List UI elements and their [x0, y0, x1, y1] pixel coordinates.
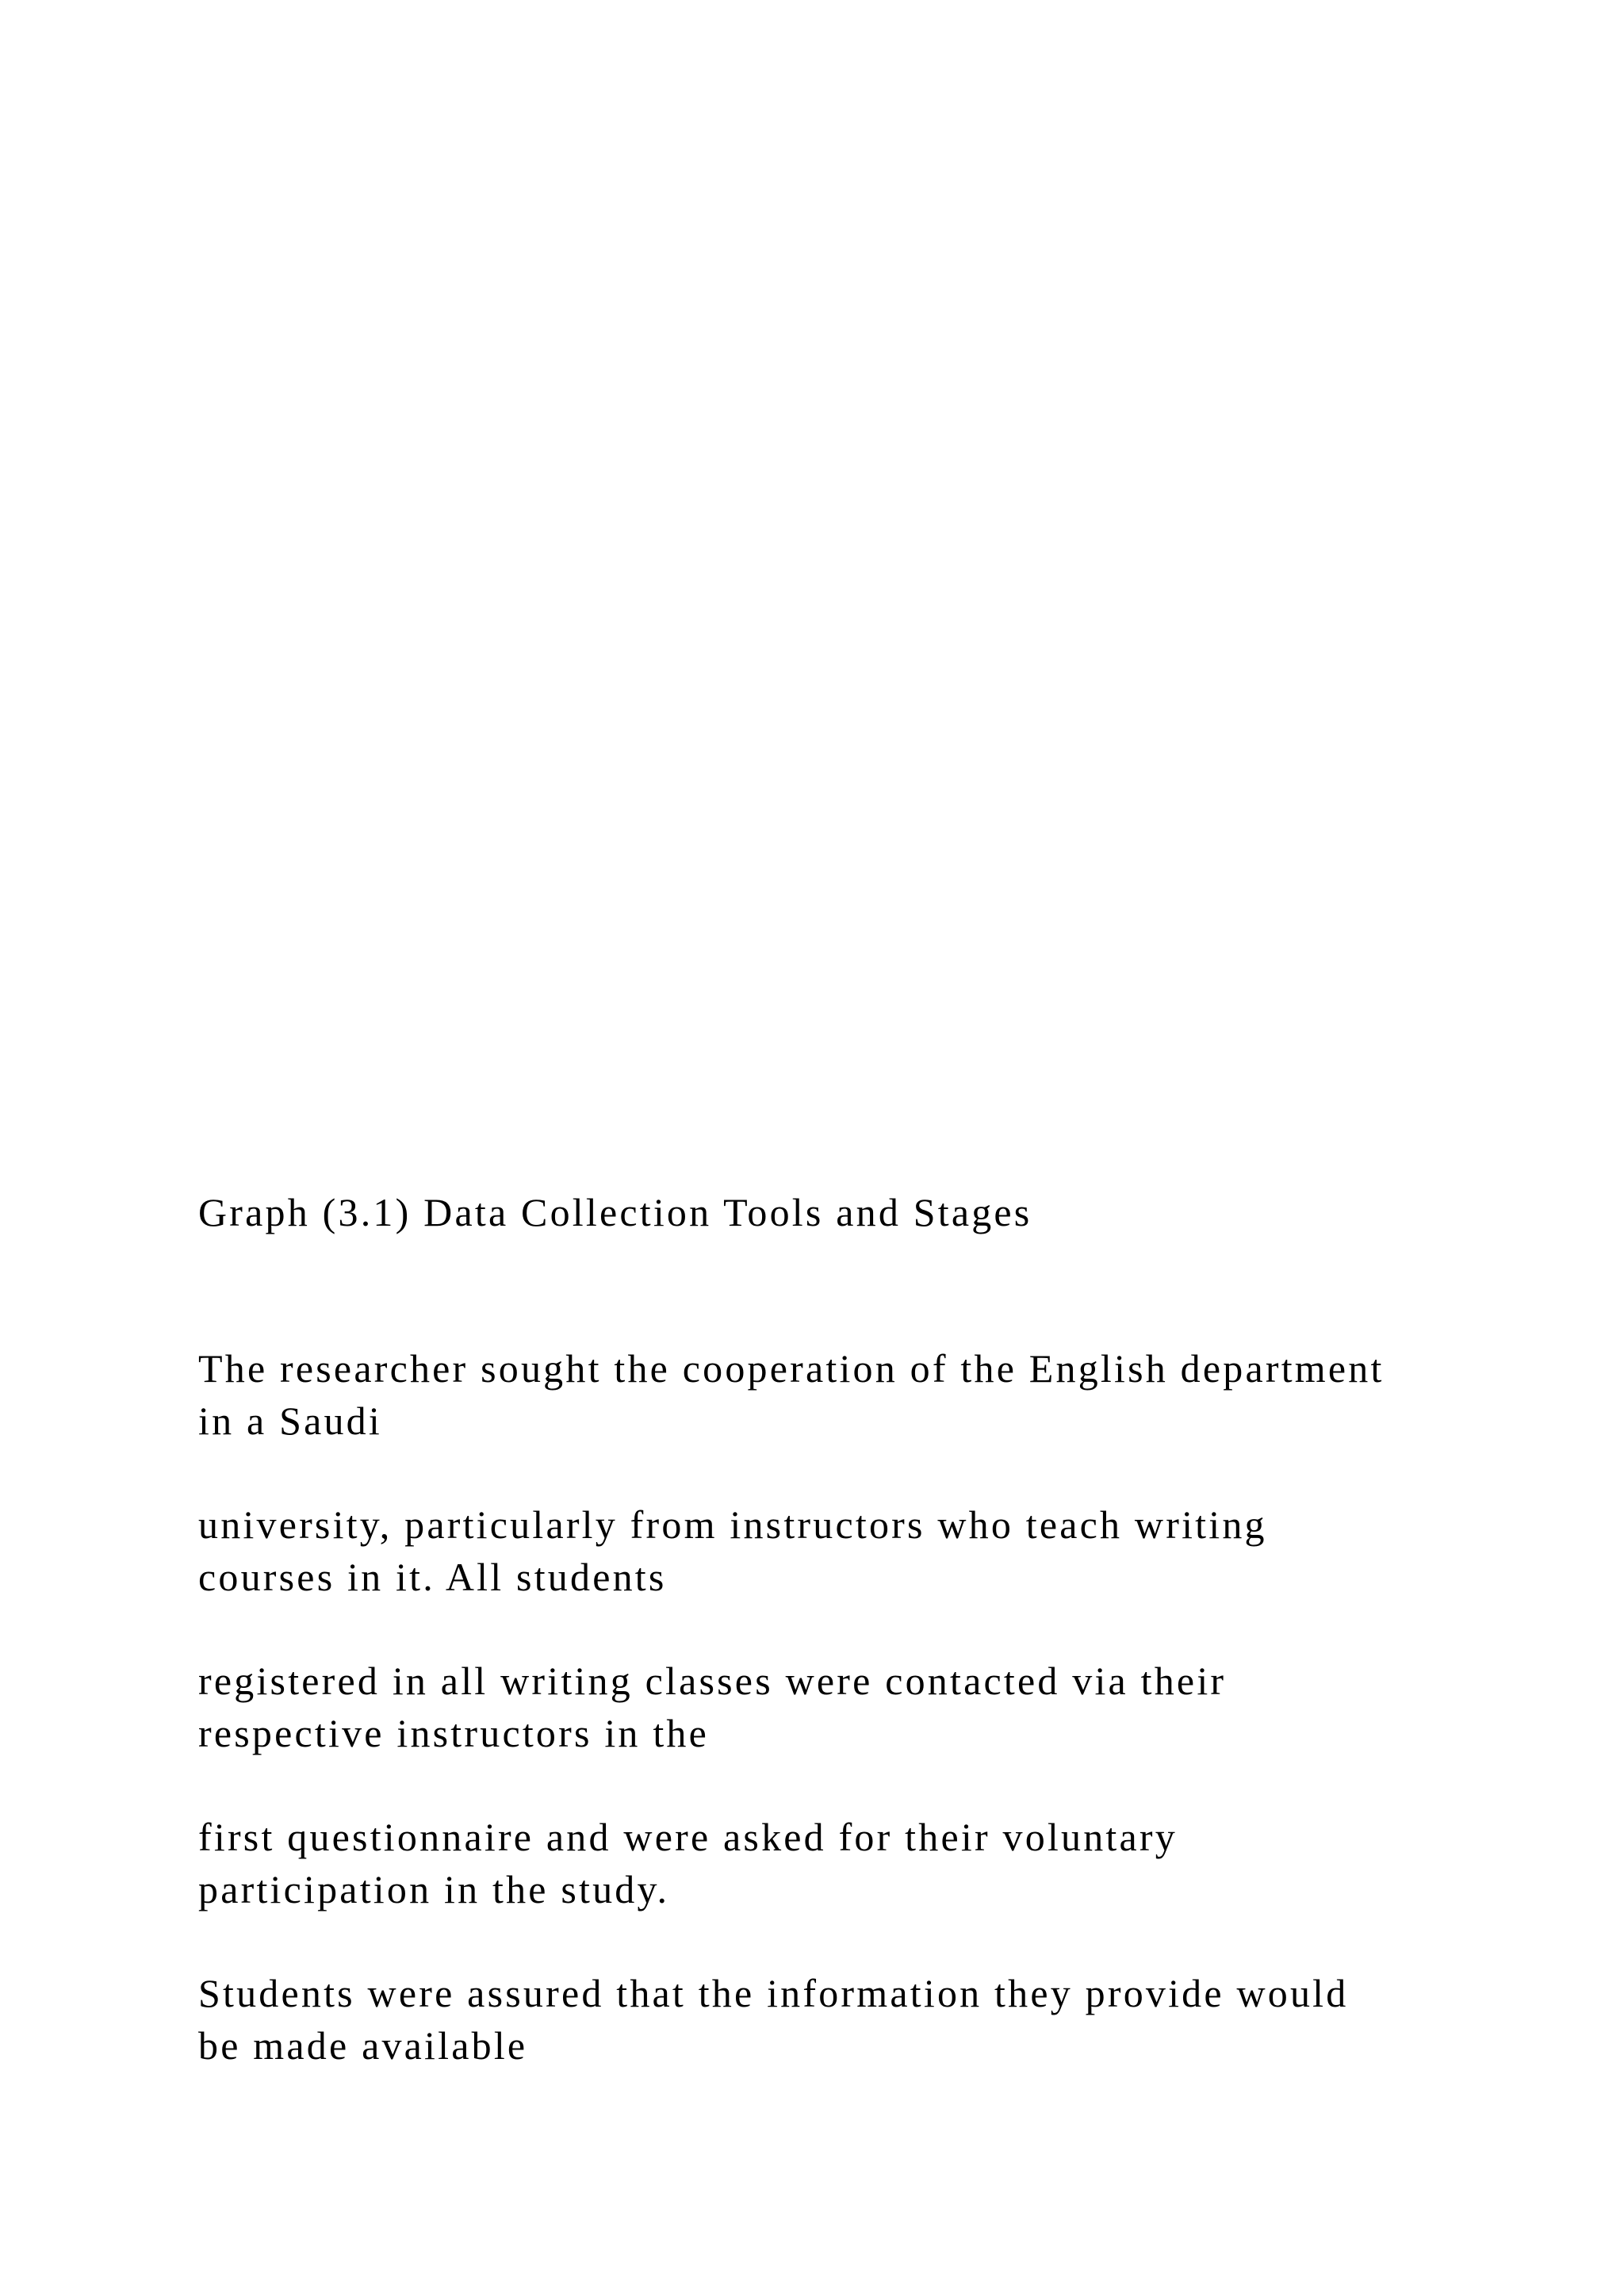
paragraph-1: The researcher sought the cooperation of the English department in a Saudi: [198, 1346, 1385, 1443]
paragraph-2: university, particularly from instructors who teach writing courses in it. All students: [198, 1502, 1267, 1599]
paragraph-5: Students were assured that the information they provide would be made available: [198, 1971, 1349, 2068]
graph-caption: Graph (3.1) Data Collection Tools and Stages: [198, 1190, 1032, 1234]
paragraph-4: first questionnaire and were asked for their voluntary participation in the study.: [198, 1815, 1178, 1911]
paragraph-3: registered in all writing classes were contacted via their respective instructors in the: [198, 1659, 1227, 1755]
